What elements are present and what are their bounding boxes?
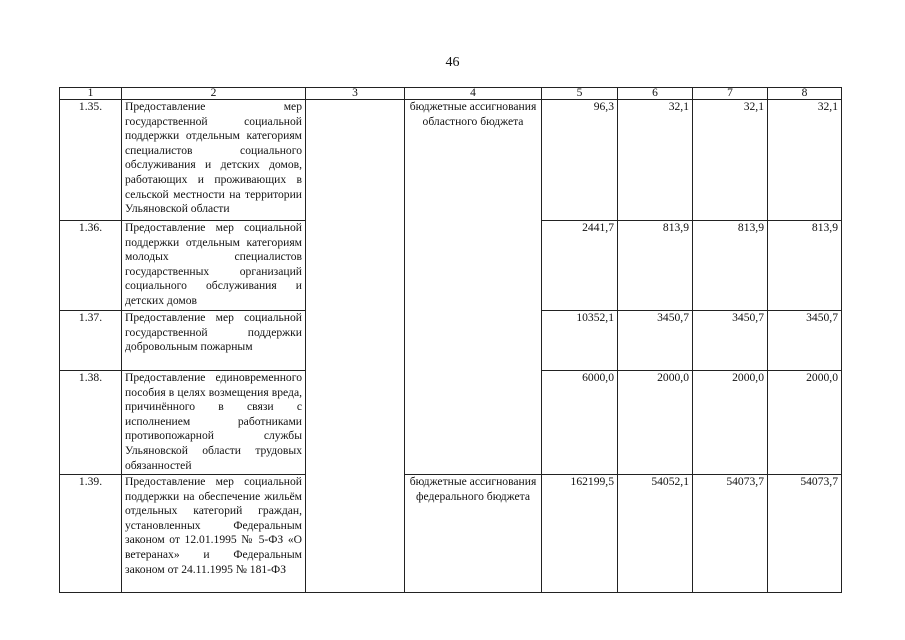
- row-number: 1.35.: [60, 100, 122, 221]
- value-col5: 10352,1: [542, 311, 618, 371]
- value-col7: 54073,7: [693, 475, 768, 593]
- value-col5: 2441,7: [542, 221, 618, 311]
- page-number: 46: [445, 55, 460, 70]
- value-col8: 813,9: [768, 221, 842, 311]
- value-col7: 813,9: [693, 221, 768, 311]
- row-number: 1.38.: [60, 371, 122, 475]
- value-col6: 813,9: [618, 221, 693, 311]
- row-description: Предоставление мер социальной поддержки отдельным категориям молодых специалистов государственных организаций социального обслуживания и детских домов: [122, 221, 306, 311]
- row-description: Предоставление мер социальной государственной поддержки добровольным пожарным: [122, 311, 306, 371]
- value-col7: 3450,7: [693, 311, 768, 371]
- value-col5: 162199,5: [542, 475, 618, 593]
- value-col8: 54073,7: [768, 475, 842, 593]
- value-col7: 2000,0: [693, 371, 768, 475]
- column-header-5: 5: [542, 88, 618, 100]
- column-header-8: 8: [768, 88, 842, 100]
- value-col8: 32,1: [768, 100, 842, 221]
- table-row: [60, 100, 842, 221]
- column-header-2: 2: [122, 88, 306, 100]
- value-col8: 2000,0: [768, 371, 842, 475]
- funding-source-federal: бюджетные ассигнования федерального бюджета: [405, 475, 542, 593]
- budget-table: [59, 87, 842, 593]
- value-col6: 2000,0: [618, 371, 693, 475]
- column-header-1: 1: [60, 88, 122, 100]
- column-header-3: 3: [306, 88, 405, 100]
- row-description: Предоставление мер социальной поддержки на обеспечение жильём отдельных категорий граждан, установленных Федеральным законом от 12.01.1995 № 5-ФЗ «О ветеранах» и Федеральным законом от 24.11.1995 № 181-ФЗ: [122, 475, 306, 593]
- value-col6: 3450,7: [618, 311, 693, 371]
- value-col6: 32,1: [618, 100, 693, 221]
- value-col5: 6000,0: [542, 371, 618, 475]
- value-col5: 96,3: [542, 100, 618, 221]
- column-header-7: 7: [693, 88, 768, 100]
- value-col7: 32,1: [693, 100, 768, 221]
- row-description: Предоставление мер государственной социальной поддержки отдельным категориям специалистов социального обслуживания и детских домов, работающих и проживающих в сельской местности на территории Ульяновской области: [122, 100, 306, 221]
- column-3-cell: [306, 100, 405, 593]
- row-number: 1.36.: [60, 221, 122, 311]
- table-row: [60, 475, 842, 593]
- row-number: 1.37.: [60, 311, 122, 371]
- row-number: 1.39.: [60, 475, 122, 593]
- row-description: Предоставление единовременного пособия в целях возмещения вреда, причинённого в связи с исполнением работниками противопожарной службы Ульяновской области трудовых обязанностей: [122, 371, 306, 475]
- column-header-4: 4: [405, 88, 542, 100]
- value-col8: 3450,7: [768, 311, 842, 371]
- funding-source-regional: бюджетные ассигнования областного бюджета: [405, 100, 542, 475]
- value-col6: 54052,1: [618, 475, 693, 593]
- table-header-row: [60, 88, 842, 100]
- column-header-6: 6: [618, 88, 693, 100]
